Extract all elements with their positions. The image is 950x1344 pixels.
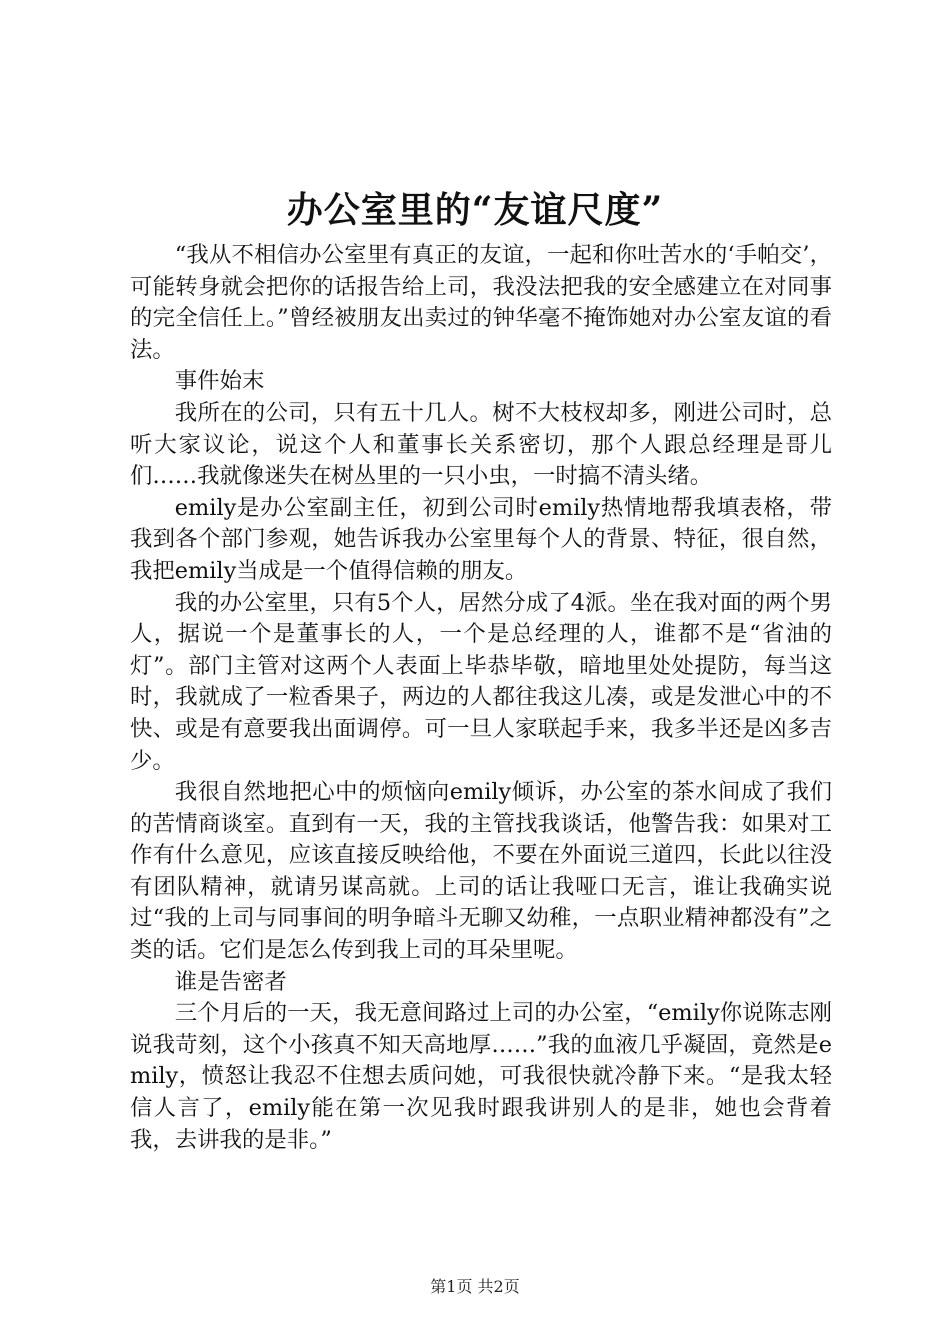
paragraph-company: 我所在的公司，只有五十几人。树不大枝杈却多，刚进公司时，总听大家议论，说这个人和董事长关系密切，那个人跟总经理是哥儿们……我就像迷失在树丛里的一只小虫，一时搞不清头绪。 xyxy=(130,399,832,490)
page-title: 办公室里的“友谊尺度” xyxy=(286,189,664,231)
article-body xyxy=(130,240,832,1156)
paragraph-discovery: 三个月后的一天，我无意间路过上司的办公室，“emily你说陈志刚说我苛刻，这个小孩真不知天高地厚……”我的血液几乎凝固，竟然是emily，愤怒让我忍不住想去质问她，可我很快就冷静下来。“是我太轻信人言了，emily能在第一次见我时跟我讲别人的是非，她也会背着我，去讲我的是非。” xyxy=(130,1000,832,1153)
paragraph-emily: emily是办公室副主任，初到公司时emily热情地帮我填表格，带我到各个部门参观，她告诉我办公室里每个人的背景、特征，很自然，我把emily当成是一个值得信赖的朋友。 xyxy=(130,494,832,584)
paragraph-complaints: 我很自然地把心中的烦恼向emily倾诉，办公室的茶水间成了我们的苦情商谈室。直到有一天，我的主管找我谈话，他警告我：如果对工作有什么意见，应该直接反映给他，不要在外面说三道四，长此以往没有团队精神，就请另谋高就。上司的话让我哑口无言，谁让我确实说过“我的上司与同事间的明争暗斗无聊又幼稚，一点职业精神都没有”之类的话。它们是怎么传到我上司的耳朵里呢。 xyxy=(130,779,832,964)
section-heading-informer: 谁是告密者 xyxy=(174,968,287,995)
page-number-footer: 第1页 共2页 xyxy=(430,1277,520,1296)
section-heading-event: 事件始末 xyxy=(174,368,265,395)
paragraph-office-factions: 我的办公室里，只有5个人，居然分成了4派。坐在我对面的两个男人，据说一个是董事长的人，一个是总经理的人，谁都不是“省油的灯”。部门主管对这两个人表面上毕恭毕敬，暗地里处处提防，每当这时，我就成了一粒香果子，两边的人都往我这儿凑，或是发泄心中的不快、或是有意要我出面调停。可一旦人家联起手来，我多半还是凶多吉少。 xyxy=(130,589,832,774)
paragraph-intro: “我从不相信办公室里有真正的友谊，一起和你吐苦水的‘手帕交’，可能转身就会把你的话报告给上司，我没法把我的安全感建立在对同事的完全信任上。”曾经被朋友出卖过的钟华毫不掩饰她对办公室友谊的看法。 xyxy=(130,242,832,363)
